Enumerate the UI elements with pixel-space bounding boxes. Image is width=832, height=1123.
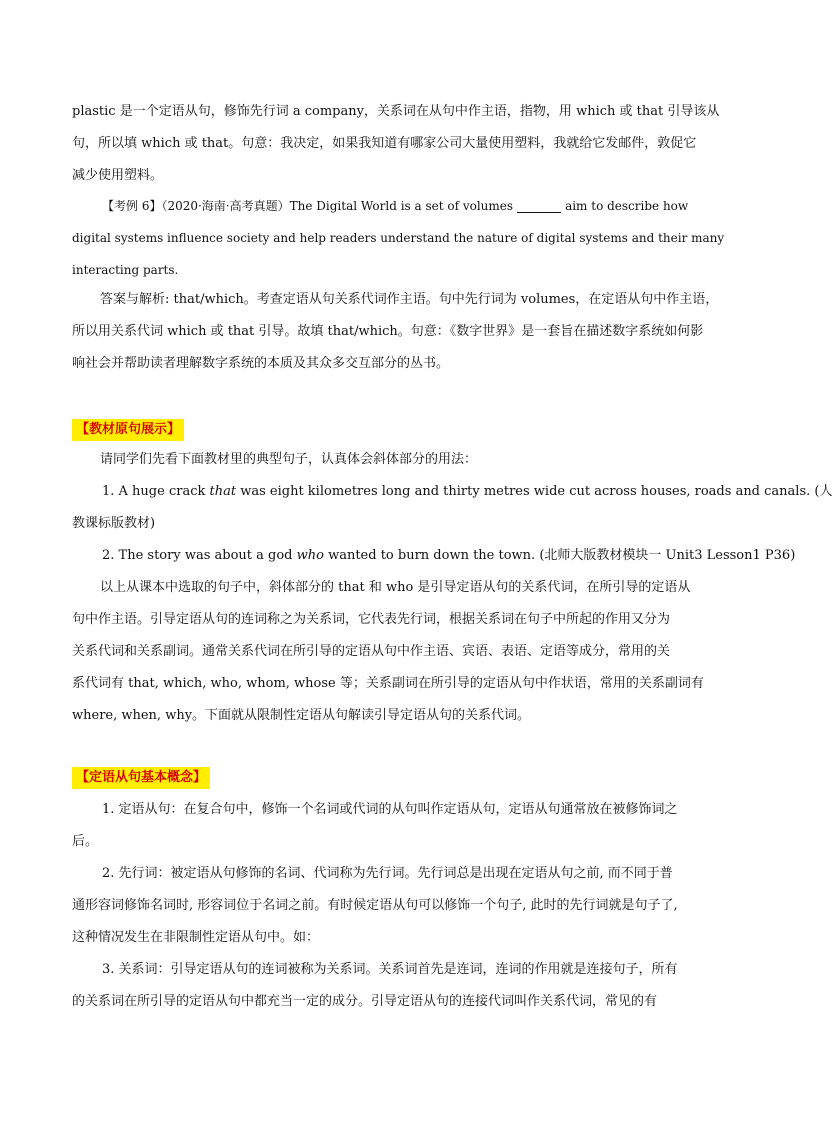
answer-blank [517, 198, 561, 213]
concept-item-3-cont: 的关系词在所引导的定语从句中都充当一定的成分。引导定语从句的连接代词叫作关系代词，常见的有 [72, 994, 658, 1009]
concept-item-2-cont: 这种情况发生在非限制性定语从句中。如： [72, 930, 320, 945]
italic-relative-pronoun: that [209, 484, 237, 499]
concept-item-1-cont: 后。 [72, 834, 99, 849]
question-line: interacting parts. [72, 263, 179, 277]
answer-line: 答案与解析: that/which。考查定语从句关系代词作主语。句中先行词为 volumes，在定语从句中作主语， [100, 292, 719, 307]
question-suffix: aim to describe how [565, 199, 689, 213]
para-line: 以上从课本中选取的句子中，斜体部分的 that 和 who 是引导定语从句的关系代词，在所引导的定语从 [100, 580, 691, 595]
answer-line: 响社会并帮助读者理解数字系统的本质及其众多交互部分的丛书。 [72, 356, 450, 371]
para-line: 系代词有 that, which, who, whom, whose 等；关系副词在所引导的定语从句中作状语，常用的关系副词有 [72, 676, 704, 691]
example5-explanation [72, 96, 722, 192]
para-line: where, when, why。下面就从限制性定语从句解读引导定语从句的关系代词。 [72, 708, 531, 723]
example6-question [72, 190, 725, 286]
example6-answer [72, 284, 722, 380]
example-sentence-1: 1. A huge crack that was eight kilometres long and thirty metres wide cut across houses, roads and canals. (人 [102, 484, 832, 499]
para-line: 句中作主语。引导定语从句的连词称之为关系词，它代表先行词，根据关系词在句子中所起的作用又分为 [72, 612, 671, 627]
textbook-examples [72, 444, 832, 732]
concepts-list [72, 794, 722, 1018]
text-line: plastic 是一个定语从句，修饰先行词 a company，关系词在从句中作主语，指物，用 which 或 that 引导该从 [72, 104, 720, 119]
section-heading: 【定语从句基本概念】 [72, 767, 210, 789]
para-line: 关系代词和关系副词。通常关系代词在所引导的定语从句中作主语、宾语、表语、定语等成分，常用的关 [72, 644, 671, 659]
intro-line: 请同学们先看下面教材里的典型句子，认真体会斜体部分的用法： [100, 452, 478, 467]
question-line [72, 190, 722, 222]
italic-relative-pronoun: who [296, 548, 324, 563]
concept-item-1: 1. 定语从句：在复合句中，修饰一个名词或代词的从句叫作定语从句，定语从句通常放在被修饰词之 [102, 802, 678, 817]
text-line: 句，所以填 which 或 that。句意：我决定，如果我知道有哪家公司大量使用塑料，我就给它发邮件，敦促它 [72, 136, 697, 151]
answer-line: 所以用关系代词 which 或 that 引导。故填 that/which。句意：《数字世界》是一套旨在描述数字系统如何影 [72, 324, 704, 339]
concept-item-3: 3. 关系词：引导定语从句的连词被称为关系词。关系词首先是连词，连词的作用就是连接句子，所有 [102, 962, 678, 977]
example-sentence-2: 2. The story was about a god who wanted to burn down the town. (北师大版教材模块一 Unit3 Lesson1 P36) [102, 548, 796, 563]
question-line: digital systems influence society and help readers understand the nature of digital systems and their many [72, 231, 725, 245]
concept-item-2-cont: 通形容词修饰名词时, 形容词位于名词之前。有时候定语从句可以修饰一个句子, 此时的先行词就是句子了, [72, 898, 678, 913]
question-prefix: 【考例 6】（2020·海南·高考真题）The Digital World is a set of volumes [102, 199, 514, 213]
section-heading-textbook [72, 418, 722, 441]
text-line: 减少使用塑料。 [72, 168, 164, 183]
example-sentence-1-cont: 教课标版教材) [72, 516, 156, 531]
section-heading-concepts [72, 766, 722, 789]
section-heading: 【教材原句展示】 [72, 419, 184, 441]
concept-item-2: 2. 先行词：被定语从句修饰的名词、代词称为先行词。先行词总是出现在定语从句之前, 而不同于普 [102, 866, 673, 881]
